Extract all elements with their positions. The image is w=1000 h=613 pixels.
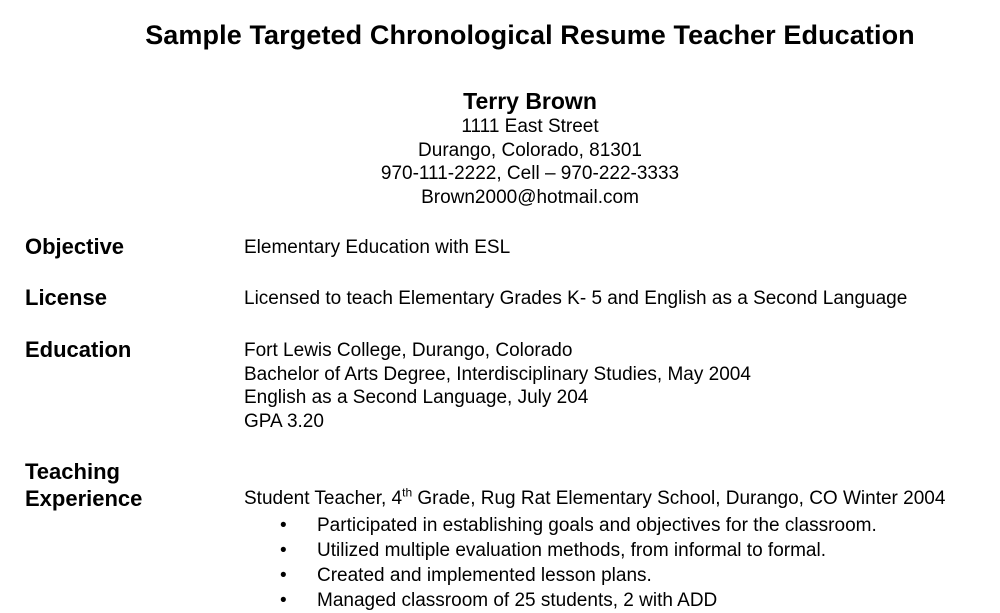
list-item bbox=[278, 513, 877, 538]
education-degree: Bachelor of Arts Degree, Interdisciplinary Studies, May 2004 bbox=[244, 363, 751, 385]
document-title: Sample Targeted Chronological Resume Teacher Education bbox=[145, 20, 915, 50]
job-title-line bbox=[244, 487, 945, 511]
email-address: Brown2000@hotmail.com bbox=[421, 186, 639, 208]
list-item bbox=[278, 563, 877, 588]
job-title-prefix: Student Teacher, 4 bbox=[244, 488, 403, 509]
list-item bbox=[278, 588, 877, 613]
bullet-icon: • bbox=[280, 515, 287, 536]
education-details bbox=[244, 339, 751, 433]
education-college: Fort Lewis College, Durango, Colorado bbox=[244, 340, 573, 361]
bullet-text: Managed classroom of 25 students, 2 with ADD bbox=[317, 590, 718, 611]
bullet-text: Participated in establishing goals and objectives for the classroom. bbox=[317, 515, 877, 536]
street-address: 1111 East Street bbox=[461, 116, 599, 137]
job-title-ordinal-suffix: th bbox=[402, 485, 413, 500]
bullet-icon: • bbox=[280, 565, 287, 586]
experience-heading bbox=[25, 458, 142, 512]
experience-heading-line2: Experience bbox=[25, 486, 143, 511]
bullet-icon: • bbox=[280, 590, 287, 611]
bullet-text: Created and implemented lesson plans. bbox=[317, 565, 652, 586]
objective-heading: Objective bbox=[25, 234, 125, 259]
experience-heading-line1: Teaching bbox=[25, 459, 120, 484]
bullet-text: Utilized multiple evaluation methods, from informal to formal. bbox=[317, 540, 826, 561]
phone-numbers: 970-111-2222, Cell – 970-222-3333 bbox=[380, 163, 680, 184]
education-heading: Education bbox=[25, 337, 132, 362]
bullet-icon: • bbox=[280, 540, 287, 561]
list-item bbox=[278, 538, 877, 563]
license-text: Licensed to teach Elementary Grades K- 5 and English as a Second Language bbox=[244, 288, 908, 309]
license-heading: License bbox=[25, 285, 107, 310]
education-gpa: GPA 3.20 bbox=[244, 410, 324, 432]
city-state-zip: Durango, Colorado, 81301 bbox=[418, 139, 642, 161]
education-esl: English as a Second Language, July 204 bbox=[244, 387, 589, 408]
applicant-name: Terry Brown bbox=[463, 88, 597, 114]
job-title-suffix: Grade, Rug Rat Elementary School, Durango, CO Winter 2004 bbox=[412, 488, 946, 509]
objective-text: Elementary Education with ESL bbox=[244, 237, 511, 258]
experience-bullet-list bbox=[278, 513, 877, 613]
contact-block bbox=[280, 87, 780, 209]
